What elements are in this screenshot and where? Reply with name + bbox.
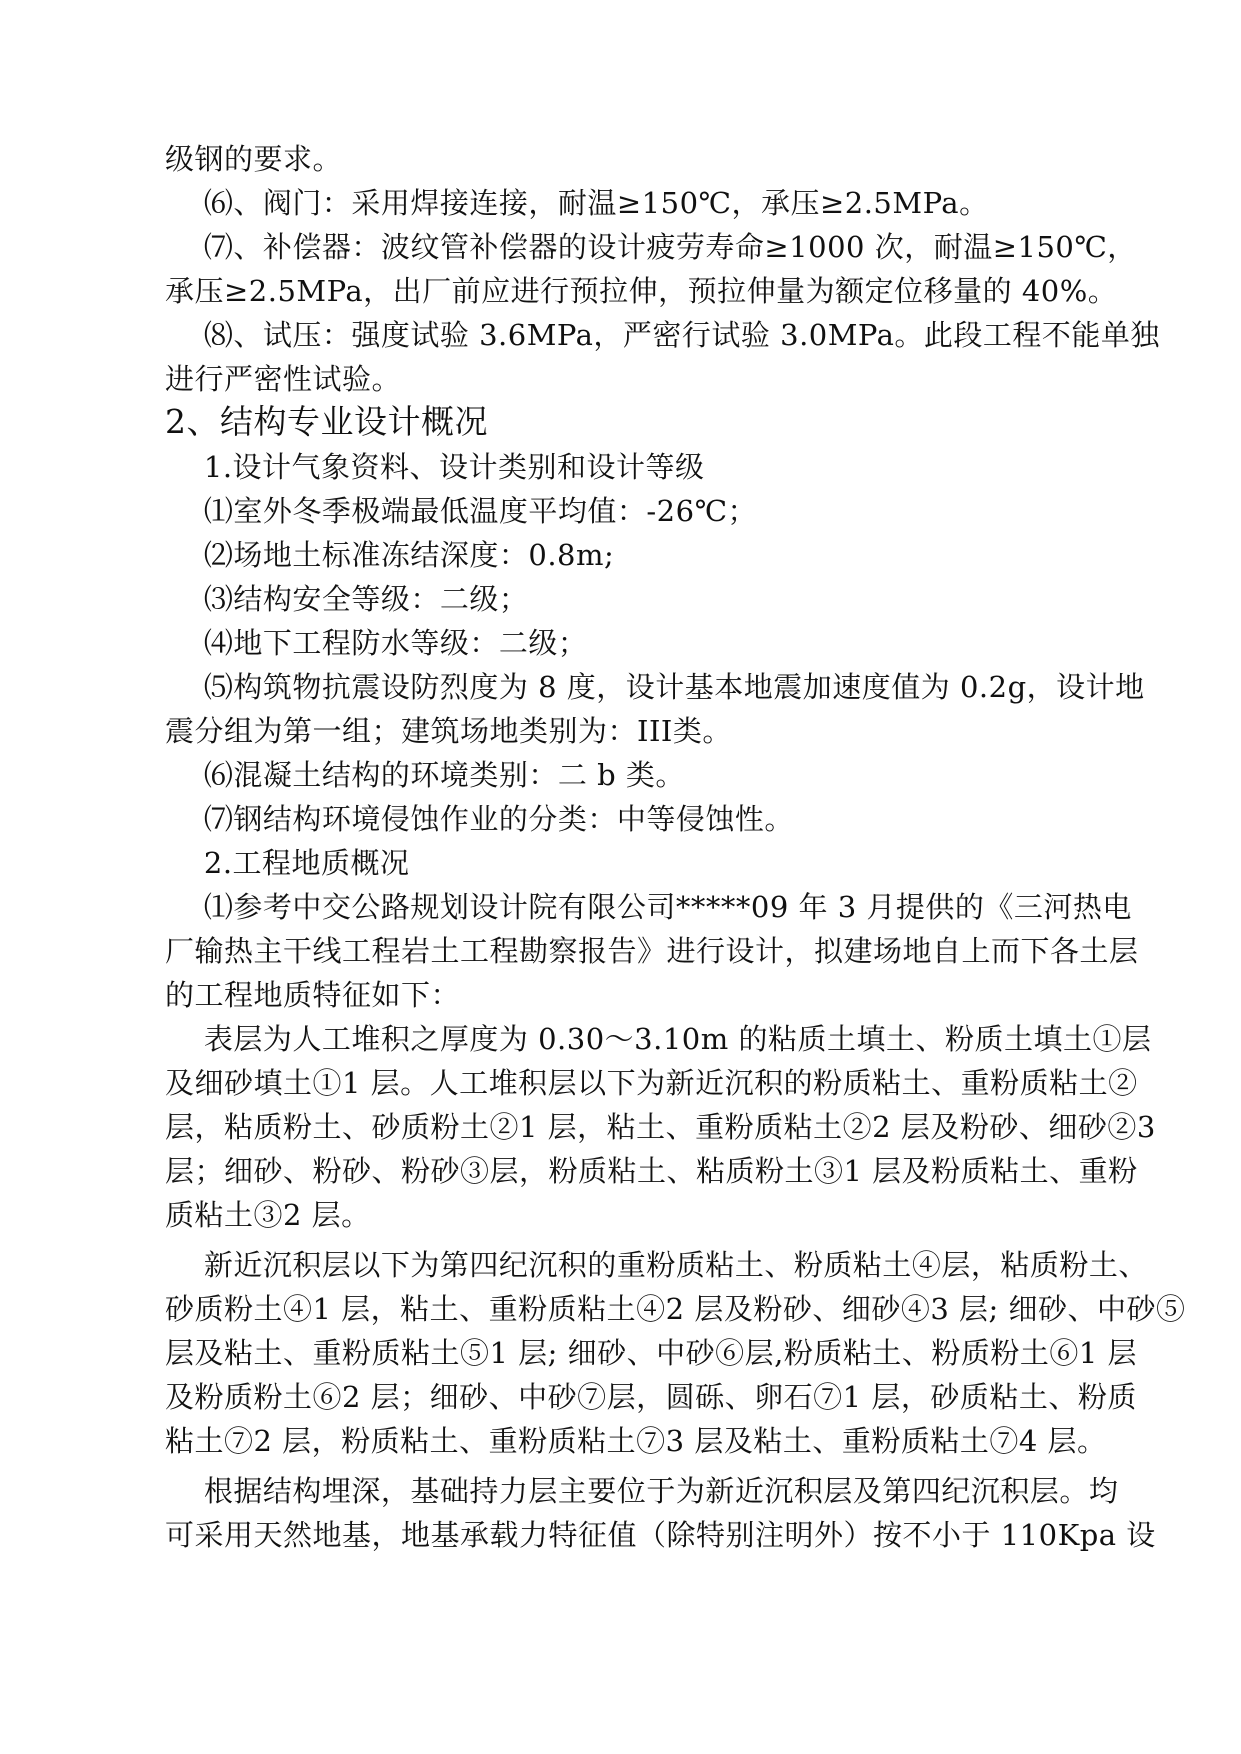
- text-line: 可采用天然地基，地基承载力特征值（除特别注明外）按不小于 110Kpa 设: [165, 1518, 1156, 1552]
- text-line: 表层为人工堆积之厚度为 0.30～3.10m 的粘质土填土、粉质土填土①层: [165, 1022, 1152, 1056]
- text-line: ⑷地下工程防水等级：二级；: [165, 626, 588, 660]
- text-line: 层；细砂、粉砂、粉砂③层，粉质粘土、粘质粉土③1 层及粉质粘土、重粉: [165, 1154, 1138, 1188]
- section-heading: 2、结构专业设计概况: [165, 402, 488, 441]
- text-line: ⑸构筑物抗震设防烈度为 8 度，设计基本地震加速度值为 0.2g，设计地: [165, 670, 1145, 704]
- text-line: 新近沉积层以下为第四纪沉积的重粉质粘土、粉质粘土④层，粘质粉土、: [165, 1248, 1148, 1282]
- text-line: 及粉质粉土⑥2 层；细砂、中砂⑦层，圆砾、卵石⑦1 层，砂质粘土、粉质: [165, 1380, 1137, 1414]
- text-line: 层，粘质粉土、砂质粉土②1 层，粘土、重粉质粘土②2 层及粉砂、细砂②3: [165, 1110, 1156, 1144]
- text-line: 进行严密性试验。: [165, 362, 402, 396]
- text-line: 根据结构埋深，基础持力层主要位于为新近沉积层及第四纪沉积层。均: [165, 1474, 1119, 1508]
- text-line: 承压≥2.5MPa，出厂前应进行预拉伸，预拉伸量为额定位移量的 40%。: [165, 274, 1118, 308]
- subsection-heading: 2.工程地质概况: [165, 846, 410, 880]
- text-line: ⑶结构安全等级：二级；: [165, 582, 529, 616]
- text-line: 砂质粉土④1 层，粘土、重粉质粘土④2 层及粉砂、细砂④3 层; 细砂、中砂⑤: [165, 1292, 1186, 1326]
- text-line: 层及粘土、重粉质粘土⑤1 层; 细砂、中砂⑥层,粉质粘土、粉质粉土⑥1 层: [165, 1336, 1138, 1370]
- text-line: ⑺钢结构环境侵蚀作业的分类：中等侵蚀性。: [165, 802, 794, 836]
- text-line: 厂输热主干线工程岩土工程勘察报告》进行设计，拟建场地自上而下各土层: [165, 934, 1139, 968]
- text-line: ⑵场地土标准冻结深度：0.8m;: [165, 538, 615, 572]
- text-line: 质粘土③2 层。: [165, 1198, 371, 1232]
- text-line: 粘土⑦2 层，粉质粘土、重粉质粘土⑦3 层及粘土、重粉质粘土⑦4 层。: [165, 1424, 1107, 1458]
- text-line: ⑴参考中交公路规划设计院有限公司*****09 年 3 月提供的《三河热电: [165, 890, 1132, 924]
- text-line: ⑴室外冬季极端最低温度平均值：-26℃；: [165, 494, 758, 528]
- text-line: 及细砂填土①1 层。人工堆积层以下为新近沉积的粉质粘土、重粉质粘土②: [165, 1066, 1138, 1100]
- subsection-heading: 1.设计气象资料、设计类别和设计等级: [165, 450, 705, 484]
- text-line: 的工程地质特征如下：: [165, 978, 461, 1012]
- text-line: ⑺、补偿器：波纹管补偿器的设计疲劳寿命≥1000 次，耐温≥150℃，: [165, 230, 1137, 264]
- text-line: 震分组为第一组；建筑场地类别为：III类。: [165, 714, 732, 748]
- text-line: ⑹、阀门：采用焊接连接，耐温≥150℃，承压≥2.5MPa。: [165, 186, 989, 220]
- text-line: 级钢的要求。: [165, 142, 343, 176]
- text-line: ⑹混凝土结构的环境类别：二 b 类。: [165, 758, 685, 792]
- text-line: ⑻、试压：强度试验 3.6MPa，严密行试验 3.0MPa。此段工程不能单独: [165, 318, 1160, 352]
